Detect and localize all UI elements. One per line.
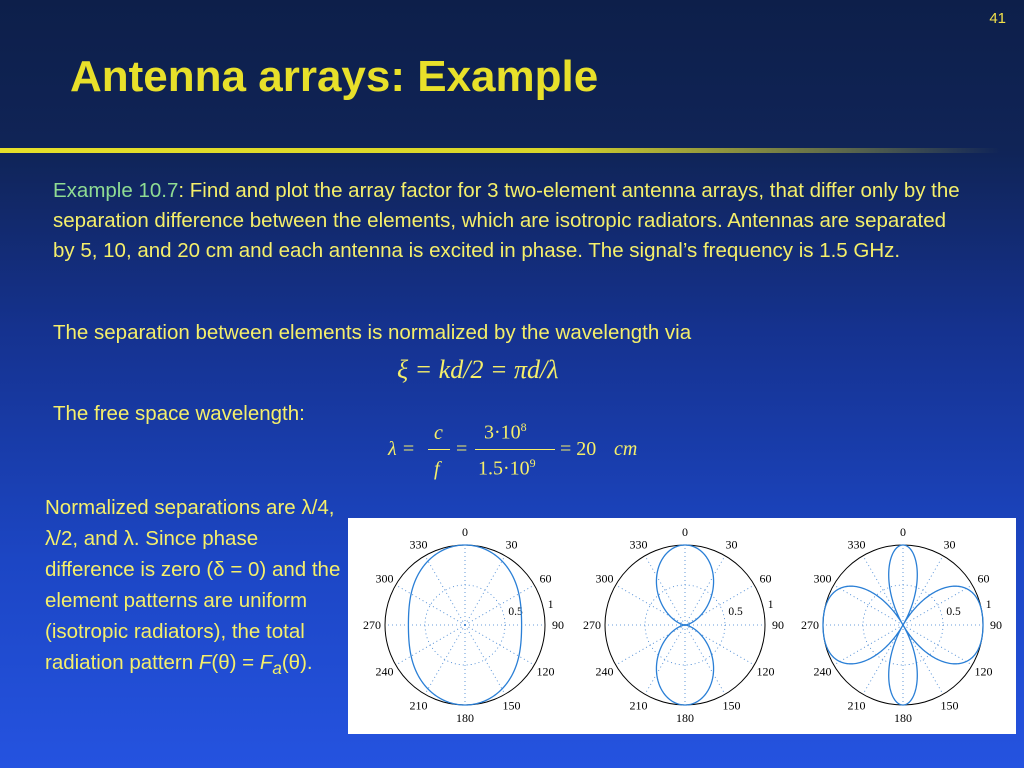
polar-angle-label: 120	[974, 664, 993, 679]
polar-angle-label: 0	[462, 525, 468, 539]
polar-plot-2	[583, 525, 784, 725]
polar-angle-label: 300	[375, 571, 394, 586]
polar-angle-label: 270	[583, 618, 601, 632]
polar-angle-label: 60	[759, 571, 772, 586]
side-text-F: F	[198, 651, 212, 674]
polar-spoke	[396, 585, 465, 625]
lambda-rhs: = 20	[560, 438, 597, 460]
polar-spoke	[465, 625, 505, 694]
polar-angle-label: 90	[990, 618, 1002, 632]
example-label: Example 10.7	[53, 179, 179, 202]
polar-angle-label: 0	[900, 525, 906, 539]
polar-plot-1	[363, 525, 564, 725]
denominator-exponent: 9	[529, 456, 536, 470]
polar-angle-label: 240	[375, 664, 394, 679]
polar-angle-label: 180	[456, 711, 474, 725]
polar-spoke	[425, 625, 465, 694]
polar-spoke	[685, 556, 725, 625]
polar-radial-label: 1	[767, 599, 774, 612]
fraction-bar-1	[428, 449, 450, 450]
wavelength-label: The free space wavelength:	[53, 402, 305, 425]
polar-angle-label: 150	[722, 698, 741, 713]
polar-angle-label: 120	[756, 664, 775, 679]
polar-angle-label: 0	[682, 525, 688, 539]
fraction-bar-2	[475, 449, 555, 450]
equals-sign: =	[456, 438, 468, 460]
lambda-lhs: λ =	[388, 438, 416, 460]
numerator	[484, 420, 527, 445]
fraction-c: c	[434, 422, 443, 444]
title-divider	[0, 148, 1000, 153]
polar-angle-label: 60	[539, 571, 552, 586]
polar-radial-label: 0.5	[508, 606, 523, 619]
side-text-a: a	[272, 659, 282, 679]
polar-angle-label: 210	[847, 698, 866, 713]
numerator-base: 3·10	[484, 421, 521, 444]
polar-spoke	[645, 625, 685, 694]
fraction-f: f	[434, 458, 440, 480]
side-text-main: Normalized separations are λ/4, λ/2, and λ. Since phase difference is zero (δ = 0) and the element patterns are uniform (isotropic radiators), the total radiation pattern	[45, 496, 341, 674]
example-text: : Find and plot the array factor for 3 two-element antenna arrays, that differ only by the separation difference between the elements, which are isotropic radiators. Antennas are separated by 5, 10, and 20 cm and each antenna is excited in phase. The signal’s frequency is 1.5 GHz.	[53, 179, 960, 262]
polar-angle-label: 330	[409, 537, 428, 552]
polar-spoke	[645, 556, 685, 625]
polar-angle-label: 30	[943, 537, 956, 552]
side-explanation	[45, 492, 345, 684]
polar-angle-label: 210	[629, 698, 648, 713]
denominator	[478, 456, 536, 481]
polar-angle-label: 300	[813, 571, 832, 586]
polar-angle-label: 270	[801, 618, 819, 632]
side-text-theta2: (θ).	[281, 651, 313, 674]
polar-angle-label: 90	[552, 618, 564, 632]
polar-spoke	[465, 625, 534, 665]
polar-angle-label: 180	[894, 711, 912, 725]
polar-angle-label: 90	[772, 618, 784, 632]
polar-radial-label: 1	[547, 599, 554, 612]
polar-spoke	[685, 625, 725, 694]
polar-radial-label: 0.5	[946, 606, 961, 619]
polar-angle-label: 180	[676, 711, 694, 725]
polar-angle-label: 330	[847, 537, 866, 552]
polar-angle-label: 150	[502, 698, 521, 713]
polar-angle-label: 210	[409, 698, 428, 713]
slide-number: 41	[989, 10, 1006, 27]
polar-angle-label: 30	[725, 537, 738, 552]
polar-angle-label: 270	[363, 618, 381, 632]
polar-spoke	[396, 625, 465, 665]
polar-angle-label: 120	[536, 664, 555, 679]
polar-spoke	[685, 585, 754, 625]
polar-radial-label: 0.5	[728, 606, 743, 619]
polar-spoke	[465, 556, 505, 625]
polar-angle-label: 60	[977, 571, 990, 586]
polar-radial-label: 1	[985, 599, 992, 612]
denominator-base: 1.5·10	[478, 457, 530, 480]
polar-plot-3	[801, 525, 1002, 725]
numerator-exponent: 8	[520, 420, 527, 434]
page-title: Antenna arrays: Example	[70, 52, 599, 101]
example-paragraph	[53, 176, 973, 266]
polar-plots-svg	[348, 518, 1016, 734]
polar-angle-label: 240	[813, 664, 832, 679]
polar-angle-label: 150	[940, 698, 959, 713]
polar-plots-figure	[348, 518, 1016, 734]
polar-spoke	[425, 556, 465, 625]
polar-spoke	[465, 585, 534, 625]
polar-angle-label: 300	[595, 571, 614, 586]
lambda-unit: cm	[614, 438, 638, 460]
polar-spoke	[616, 585, 685, 625]
side-text-theta1: (θ) =	[211, 651, 260, 674]
normalization-text: The separation between elements is normalized by the wavelength via	[53, 321, 692, 344]
polar-angle-label: 240	[595, 664, 614, 679]
side-text-Fa: F	[259, 651, 273, 674]
xi-equation: ξ = kd/2 = πd/λ	[397, 355, 559, 384]
polar-angle-label: 330	[629, 537, 648, 552]
polar-angle-label: 30	[505, 537, 518, 552]
